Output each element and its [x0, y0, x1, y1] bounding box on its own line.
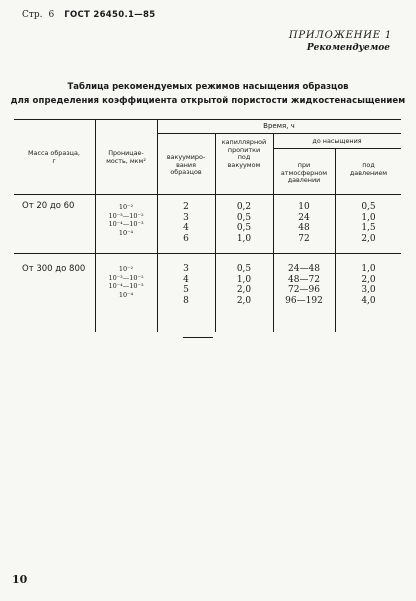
pressure-value: 0,5 [361, 202, 376, 212]
vacuum-group-1 [158, 202, 214, 244]
header-capillary-line: пропитки [227, 145, 261, 154]
appendix-subtitle: Рекомендуемое [306, 43, 390, 53]
permeability-value: 10⁻³—10⁻² [108, 211, 144, 220]
atmospheric-group-2 [274, 264, 334, 306]
time-header-rule [157, 133, 401, 134]
header-vacuum-line: образцов [170, 168, 202, 176]
header-pressure [336, 162, 401, 177]
vacuum-value: 4 [183, 223, 189, 233]
group-separator-rule [14, 253, 401, 254]
table-end-mark [183, 337, 213, 338]
atmospheric-group-1 [274, 202, 334, 244]
page-number: 6 [48, 10, 55, 20]
pressure-value: 2,0 [361, 233, 376, 244]
page-header [22, 10, 155, 20]
permeability-value: 10⁻⁴—10⁻³ [108, 220, 144, 229]
atmospheric-value: 96—192 [285, 295, 323, 306]
vacuum-value: 3 [183, 212, 189, 223]
saturation-header-rule [273, 148, 401, 149]
header-saturation: до насыщения [312, 137, 362, 145]
vacuum-value: 2 [183, 202, 189, 212]
header-mass-line: г [52, 156, 56, 165]
atmospheric-value: 10 [298, 202, 310, 212]
permeability-value: 10⁻⁴ [118, 290, 134, 299]
header-time: Время, ч [263, 122, 295, 130]
header-mass-line: Масса образца, [28, 149, 80, 157]
vacuum-value: 5 [183, 285, 189, 295]
pressure-value: 3,0 [361, 285, 376, 295]
vacuum-group-2 [158, 264, 214, 306]
header-permeability-line: мость, мкм² [106, 156, 146, 165]
capillary-value: 1,0 [236, 233, 252, 244]
header-capillary [216, 139, 272, 169]
capillary-group-1 [216, 202, 272, 244]
pressure-value: 2,0 [361, 274, 376, 285]
atmospheric-value: 72 [298, 233, 310, 244]
pressure-group-1 [336, 202, 401, 244]
header-capillary-line: под [237, 153, 251, 161]
header-capillary-line: вакуумом [227, 160, 261, 169]
capillary-value: 0,5 [236, 264, 252, 274]
header-permeability-line: Проницае- [108, 149, 144, 157]
pressure-value: 1,0 [361, 212, 376, 223]
header-pressure-line: давлением [349, 168, 388, 177]
page-label: Стр. [22, 10, 43, 20]
capillary-value: 0,2 [236, 202, 252, 212]
permeability-group-1 [96, 203, 156, 237]
permeability-value: 10⁻² [118, 203, 134, 211]
header-atmospheric [274, 162, 334, 185]
capillary-group-2 [216, 264, 272, 306]
mass-group-2: От 300 до 800 [22, 264, 86, 274]
atmospheric-value: 48 [298, 223, 310, 233]
capillary-value: 1,0 [236, 274, 252, 285]
capillary-value: 2,0 [236, 285, 252, 295]
capillary-value: 0,5 [236, 223, 252, 233]
table-title-line-2: для определения коэффициента открытой пористости жидкостенасыщением [10, 96, 406, 106]
vacuum-value: 6 [183, 233, 189, 244]
header-atmospheric-line: атмосферном [280, 168, 328, 177]
header-atmospheric-line: давлении [287, 176, 321, 184]
vacuum-value: 3 [183, 264, 189, 274]
pressure-group-2 [336, 264, 401, 306]
mass-group-1: От 20 до 60 [22, 201, 75, 211]
table-top-rule [14, 119, 401, 120]
permeability-group-2 [96, 265, 156, 299]
vacuum-value: 8 [183, 295, 189, 306]
header-permeability [96, 150, 156, 165]
header-mass [14, 150, 94, 165]
capillary-value: 2,0 [236, 295, 252, 306]
header-bottom-rule [14, 194, 401, 195]
header-capillary-line: капиллярной [221, 138, 267, 146]
pressure-value: 4,0 [361, 295, 376, 306]
header-vacuum-line: вания [176, 160, 196, 169]
standard-code: ГОСТ 26450.1—85 [64, 10, 156, 20]
footer-page-number: 10 [12, 573, 28, 586]
header-vacuum [158, 154, 214, 177]
pressure-value: 1,5 [361, 223, 376, 233]
table-title-line-1: Таблица рекомендуемых режимов насыщения образцов [67, 82, 349, 92]
pressure-value: 1,0 [361, 264, 376, 274]
permeability-value: 10⁻⁴—10⁻³ [108, 282, 144, 291]
vacuum-value: 4 [183, 274, 189, 285]
atmospheric-value: 24 [298, 212, 310, 223]
header-vacuum-line: вакуумиро- [166, 153, 206, 161]
atmospheric-value: 48—72 [288, 274, 320, 285]
permeability-value: 10⁻² [118, 265, 134, 273]
atmospheric-value: 24—48 [288, 264, 320, 274]
atmospheric-value: 72—96 [288, 285, 320, 295]
capillary-value: 0,5 [236, 212, 252, 223]
header-pressure-line: под [362, 161, 375, 169]
header-atmospheric-line: при [297, 161, 311, 169]
appendix-title: ПРИЛОЖЕНИЕ 1 [288, 30, 392, 41]
permeability-value: 10⁻⁴ [118, 228, 134, 237]
permeability-value: 10⁻³—10⁻² [108, 273, 144, 282]
